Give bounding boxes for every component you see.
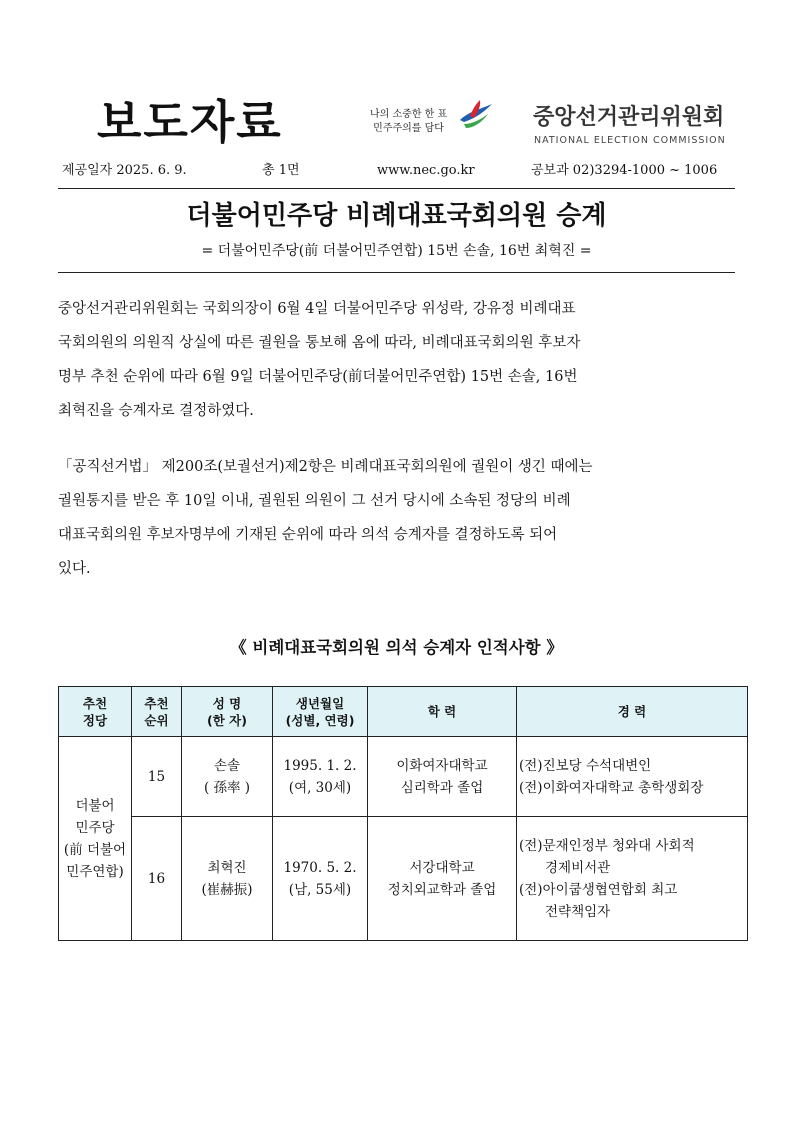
divider-bottom [58,272,735,273]
education-cell: 이화여자대학교 심리학과 졸업 [368,737,517,817]
bird-logo-icon [456,98,496,132]
organization-name: 중앙선거관리위원회 [533,105,725,130]
header-career: 경 력 [517,687,748,737]
paragraph-line: 명부 추천 순위에 따라 6월 9일 더불어민주당(前더불어민주연합) 15번 손솔, 16번 [58,369,578,385]
organization-name-english: NATIONAL ELECTION COMMISSION [534,135,726,146]
paragraph-line: 「공직선거법」 제200조(보궐선거)제2항은 비례대표국회의원에 궐원이 생긴 때에는 [58,459,593,475]
slogan-line-2: 민주주의를 담다 [373,123,444,134]
birth-cell: 1995. 1. 2. (여, 30세) [273,737,368,817]
table-row [59,737,748,817]
successor-table [58,686,748,941]
name-cell: 손솔 ( 孫率 ) [182,737,273,817]
paragraph-line: 대표국회의원 후보자명부에 기재된 순위에 따라 의석 승계자를 결정하도록 되어 [58,527,558,543]
contact-info: 공보과 02)3294-1000 ~ 1006 [531,163,718,178]
total-pages: 총 1면 [262,163,300,178]
paragraph-line: 최혁진을 승계자로 결정하였다. [58,403,254,419]
header-education: 학 력 [368,687,517,737]
table-title: 《 비례대표국회의원 의석 승계자 인적사항 》 [230,638,563,657]
birth-cell: 1970. 5. 2. (남, 55세) [273,817,368,941]
career-cell: (전)진보당 수석대변인 (전)이화여자대학교 총학생회장 [517,737,748,817]
headline: 더불어민주당 비례대표국회의원 승계 [186,201,607,231]
paragraph-line: 중앙선거관리위원회는 국회의장이 6월 4일 더불어민주당 위성락, 강유정 비례대표 [58,301,576,317]
divider-top [58,188,735,189]
slogan-line-1: 나의 소중한 한 표 [370,109,448,120]
paragraph-line: 국회의원의 의원직 상실에 따른 궐원을 통보해 옴에 따라, 비례대표국회의원 후보자 [58,335,581,351]
table-header-row [59,687,748,737]
body-paragraph-1 [58,292,738,428]
slogan [370,108,447,136]
name-cell: 최혁진 (崔赫振) [182,817,273,941]
provided-date: 제공일자 2025. 6. 9. [62,163,187,178]
party-cell: 더불어 민주당 (前 더불어 민주연합) [59,737,132,941]
subheadline: = 더불어민주당(前 더불어민주연합) 15번 손솔, 16번 최혁진 = [201,243,592,259]
rank-cell: 16 [132,817,182,941]
paragraph-line: 있다. [58,561,91,577]
header-name: 성 명 (한 자) [182,687,273,737]
education-cell: 서강대학교 정치외교학과 졸업 [368,817,517,941]
paragraph-line: 궐원통지를 받은 후 10일 이내, 궐원된 의원이 그 선거 당시에 소속된 정당의 비례 [58,493,571,509]
press-release-title: 보도자료 [97,95,283,149]
table-row [59,817,748,941]
header-rank: 추천 순위 [132,687,182,737]
body-paragraph-2 [58,450,738,586]
website-link[interactable]: www.nec.go.kr [377,163,475,178]
career-cell: (전)문재인정부 청와대 사회적 경제비서관 (전)아이쿱생협연합회 최고 전략책임자 [517,817,748,941]
header-party: 추천 정당 [59,687,132,737]
header-birth: 생년월일 (성별, 연령) [273,687,368,737]
rank-cell: 15 [132,737,182,817]
